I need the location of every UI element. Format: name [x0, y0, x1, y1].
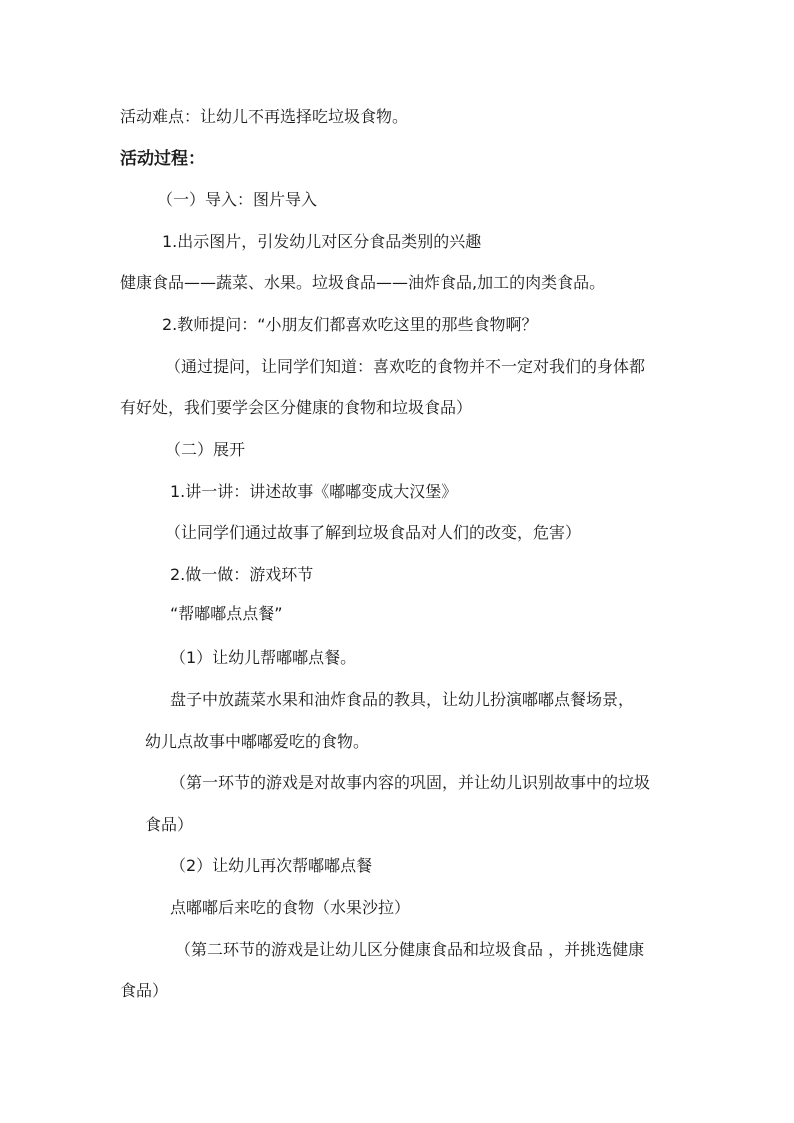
game-step-two-desc: 点嘟嘟后来吃的食物（水果沙拉）	[170, 898, 411, 917]
question-note-line-2: 有好处，我们要学会区分健康的食物和垃圾食品）	[120, 398, 473, 417]
game-note-line-1: （第一环节的游戏是对故事内容的巩固，并让幼儿识别故事中的垃圾	[170, 773, 651, 792]
food-category-line: 健康食品——蔬菜、水果。垃圾食品——油炸食品,加工的肉类食品。	[120, 273, 606, 292]
game-step-two-line: （2）让幼儿再次帮嘟嘟点餐	[170, 856, 373, 875]
difficulty-line: 活动难点：让幼儿不再选择吃垃圾食物。	[120, 107, 409, 126]
teacher-question-line: 2.教师提问：“小朋友们都喜欢吃这里的那些食物啊？	[162, 315, 538, 334]
process-heading: 活动过程：	[120, 149, 205, 169]
game-title-line: “帮嘟嘟点点餐”	[170, 604, 283, 623]
game-two-note-line-2: 食品）	[120, 981, 169, 1000]
game-desc-line-1: 盘子中放蔬菜水果和油炸食品的教具，让幼儿扮演嘟嘟点餐场景，	[170, 690, 635, 709]
game-desc-line-2: 幼儿点故事中嘟嘟爱吃的食物。	[145, 732, 370, 751]
section-two-title: （二）展开	[165, 440, 246, 459]
step-one-line: 1.出示图片，引发幼儿对区分食品类别的兴趣	[162, 232, 482, 251]
story-note-line: （让同学们通过故事了解到垃圾食品对人们的改变，危害）	[165, 523, 582, 542]
game-step-one-line: （1）让幼儿帮嘟嘟点餐。	[170, 648, 357, 667]
game-note-line-2: 食品）	[145, 815, 194, 834]
question-note-line-1: （通过提问，让同学们知道：喜欢吃的食物并不一定对我们的身体都	[165, 357, 646, 376]
section-one-title: （一）导入：图片导入	[157, 190, 318, 209]
game-line: 2.做一做：游戏环节	[170, 565, 314, 584]
story-line: 1.讲一讲：讲述故事《嘟嘟变成大汉堡》	[170, 482, 458, 501]
game-two-note-line-1: （第二环节的游戏是让幼儿区分健康食品和垃圾食品 ，并挑选健康	[175, 940, 645, 959]
